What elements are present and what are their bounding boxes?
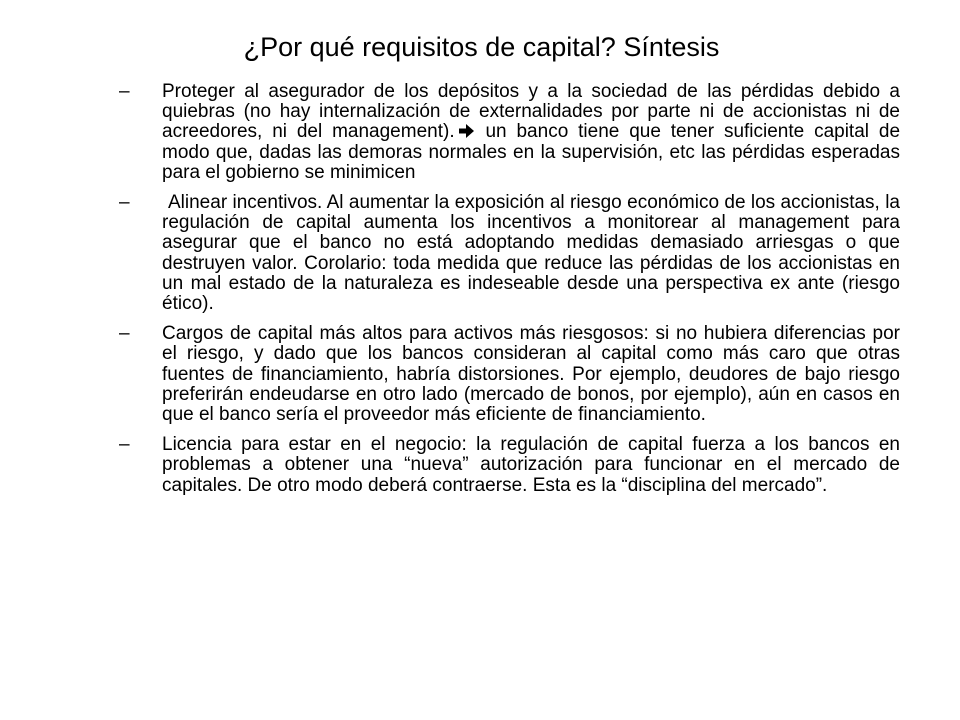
bullet-item-capital-charges: [0, 324, 960, 425]
bullet-marker: –: [119, 192, 130, 214]
bullet-text: [162, 82, 900, 183]
bullet-text-body: Alinear incentivos. Al aumentar la exposición al riesgo económico de los accionistas, la regulación de capital aumenta los incentivos a monitorear al management para asegurar que el banco no está adoptando medidas demasiado arriesgas o que destruyen valor. Corolario: toda medida que reduce las pérdidas de los accionistas en un mal estado de la naturaleza es indeseable desde una perspectiva ex ante (riesgo ético).: [162, 192, 900, 315]
right-arrow-icon: [459, 124, 474, 138]
slide-title: ¿Por qué requisitos de capital? Síntesis: [243, 32, 720, 62]
bullet-text: [162, 193, 900, 314]
bullet-marker: –: [119, 323, 130, 345]
bullet-text: Licencia para estar en el negocio: la regulación de capital fuerza a los bancos en problemas a obtener una “nueva” autorización para funcionar en el mercado de capitales. De otro modo deberá contraerse. Esta es la “disciplina del mercado”.: [162, 434, 900, 496]
bullet-marker: –: [119, 434, 130, 456]
bullet-text: Cargos de capital más altos para activos más riesgosos: si no hubiera diferencias por el riesgo, y dado que los bancos consideran al capital como más caro que otras fuentes de financiamiento, habría distorsiones. Por ejemplo, deudores de bajo riesgo preferirán endeudarse en otro lado (mercado de bonos, por ejemplo), aún en casos en que el banco sería el proveedor más eficiente de financiamiento.: [162, 323, 900, 426]
bullet-text-before: Proteger al asegurador de los depósitos y a la sociedad de las pérdidas debido a quiebras (no hay internalización de externalidades por parte ni de accionistas ni de acreedores, ni del management).: [162, 81, 900, 143]
bullet-marker: –: [119, 81, 130, 102]
bullet-list: [0, 82, 960, 506]
bullet-item-license: [0, 435, 960, 496]
bullet-text-after: un banco tiene que tener suficiente capital de modo que, dadas las demoras normales en la supervisión, etc las pérdidas esperadas para el gobierno se minimicen: [162, 121, 901, 183]
bullet-item-incentives: [0, 193, 960, 314]
bullet-item-protect: [0, 82, 960, 183]
